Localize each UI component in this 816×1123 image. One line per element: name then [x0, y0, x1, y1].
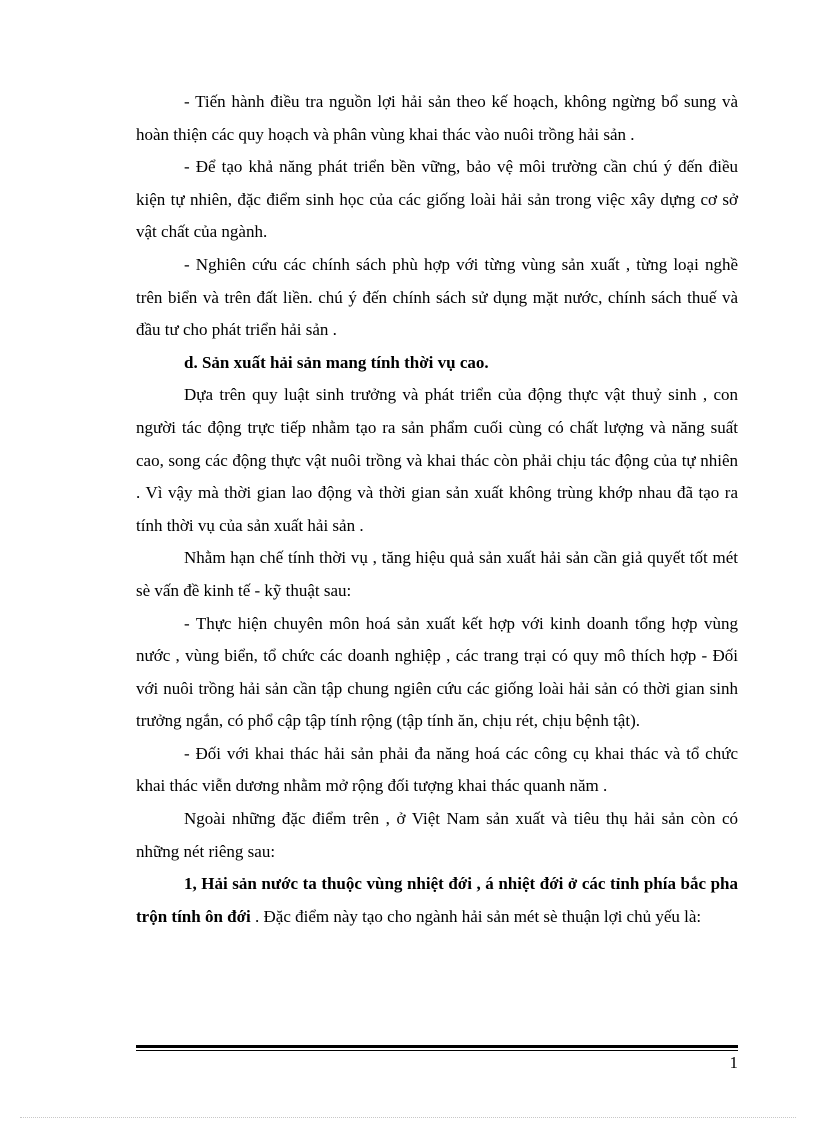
footer-double-rule: [136, 1045, 738, 1051]
tropical-climate-bold-text: 1, Hải sản nước ta thuộc vùng nhiệt đới , á nhiệt đới ở các tỉnh phía bắc pha trộn tính ôn đới: [136, 874, 738, 926]
paragraph-vietnam-features: Ngoài những đặc điểm trên , ở Việt Nam sản xuất và tiêu thụ hải sản còn có những nét riêng sau:: [136, 809, 738, 861]
document-page: [136, 86, 738, 933]
paragraph-fishing-diversification: - Đối với khai thác hải sản phải đa năng hoá các công cụ khai thác và tổ chức khai thác viễn dương nhằm mở rộng đối tượng khai thác quanh năm .: [136, 743, 738, 796]
section-heading-seasonality: d. Sản xuất hải sản mang tính thời vụ cao.: [184, 352, 489, 372]
page-bottom-dotted-border: [20, 1117, 796, 1118]
paragraph-policy-research: - Nghiên cứu các chính sách phù hợp với từng vùng sản xuất , từng loại nghề trên biển và trên đất liền. chú ý đến chính sách sử dụng mặt nước, chính sách thuế và đầu tư cho phát triển hải sản .: [136, 254, 738, 340]
paragraph-sustainable-development: - Để tạo khả năng phát triển bền vững, bảo vệ môi trường cần chú ý đến điều kiện tự nhiên, đặc điểm sinh học của các giống loài hải sản trong việc xây dựng cơ sở vật chất của ngành.: [136, 157, 738, 242]
paragraph-specialization: - Thực hiện chuyên môn hoá sản xuất kết hợp với kinh doanh tổng hợp vùng nước , vùng biển, tổ chức các doanh nghiệp , các trang trại có quy mô thích hợp - Đối với nuôi trồng hải sản cần tập chung ngiên cứu các giống loài hải sản có thời gian sinh trưởng ngắn, có phổ cập tập tính rộng (tập tính ăn, chịu rét, chịu bệnh tật).: [136, 613, 738, 731]
paragraph-growth-rules: Dựa trên quy luật sinh trưởng và phát triển của động thực vật thuỷ sinh , con người tác động trực tiếp nhằm tạo ra sản phẩm cuối cùng có chất lượng và năng suất cao, song các động thực vật nuôi trồng và khai thác còn phải chịu tác động của tự nhiên . Vì vậy mà thời gian lao động và thời gian sản xuất không trùng khớp nhau đã tạo ra tính thời vụ của sản xuất hải sản .: [136, 385, 738, 535]
page-number: 1: [729, 1053, 738, 1072]
paragraph-tropical-climate: [136, 868, 738, 933]
paragraph-survey-resources: - Tiến hành điều tra nguồn lợi hải sản theo kế hoạch, không ngừng bổ sung và hoàn thiện các quy hoạch và phân vùng khai thác vào nuôi trồng hải sản .: [136, 92, 738, 144]
paragraph-limit-seasonality: Nhằm hạn chế tính thời vụ , tăng hiệu quả sản xuất hải sản cần giả quyết tốt mét sè vấn đề kinh tế - kỹ thuật sau:: [136, 548, 738, 600]
tropical-climate-normal-text: . Đặc điểm này tạo cho ngành hải sản mét sè thuận lợi chủ yếu là:: [250, 906, 702, 926]
